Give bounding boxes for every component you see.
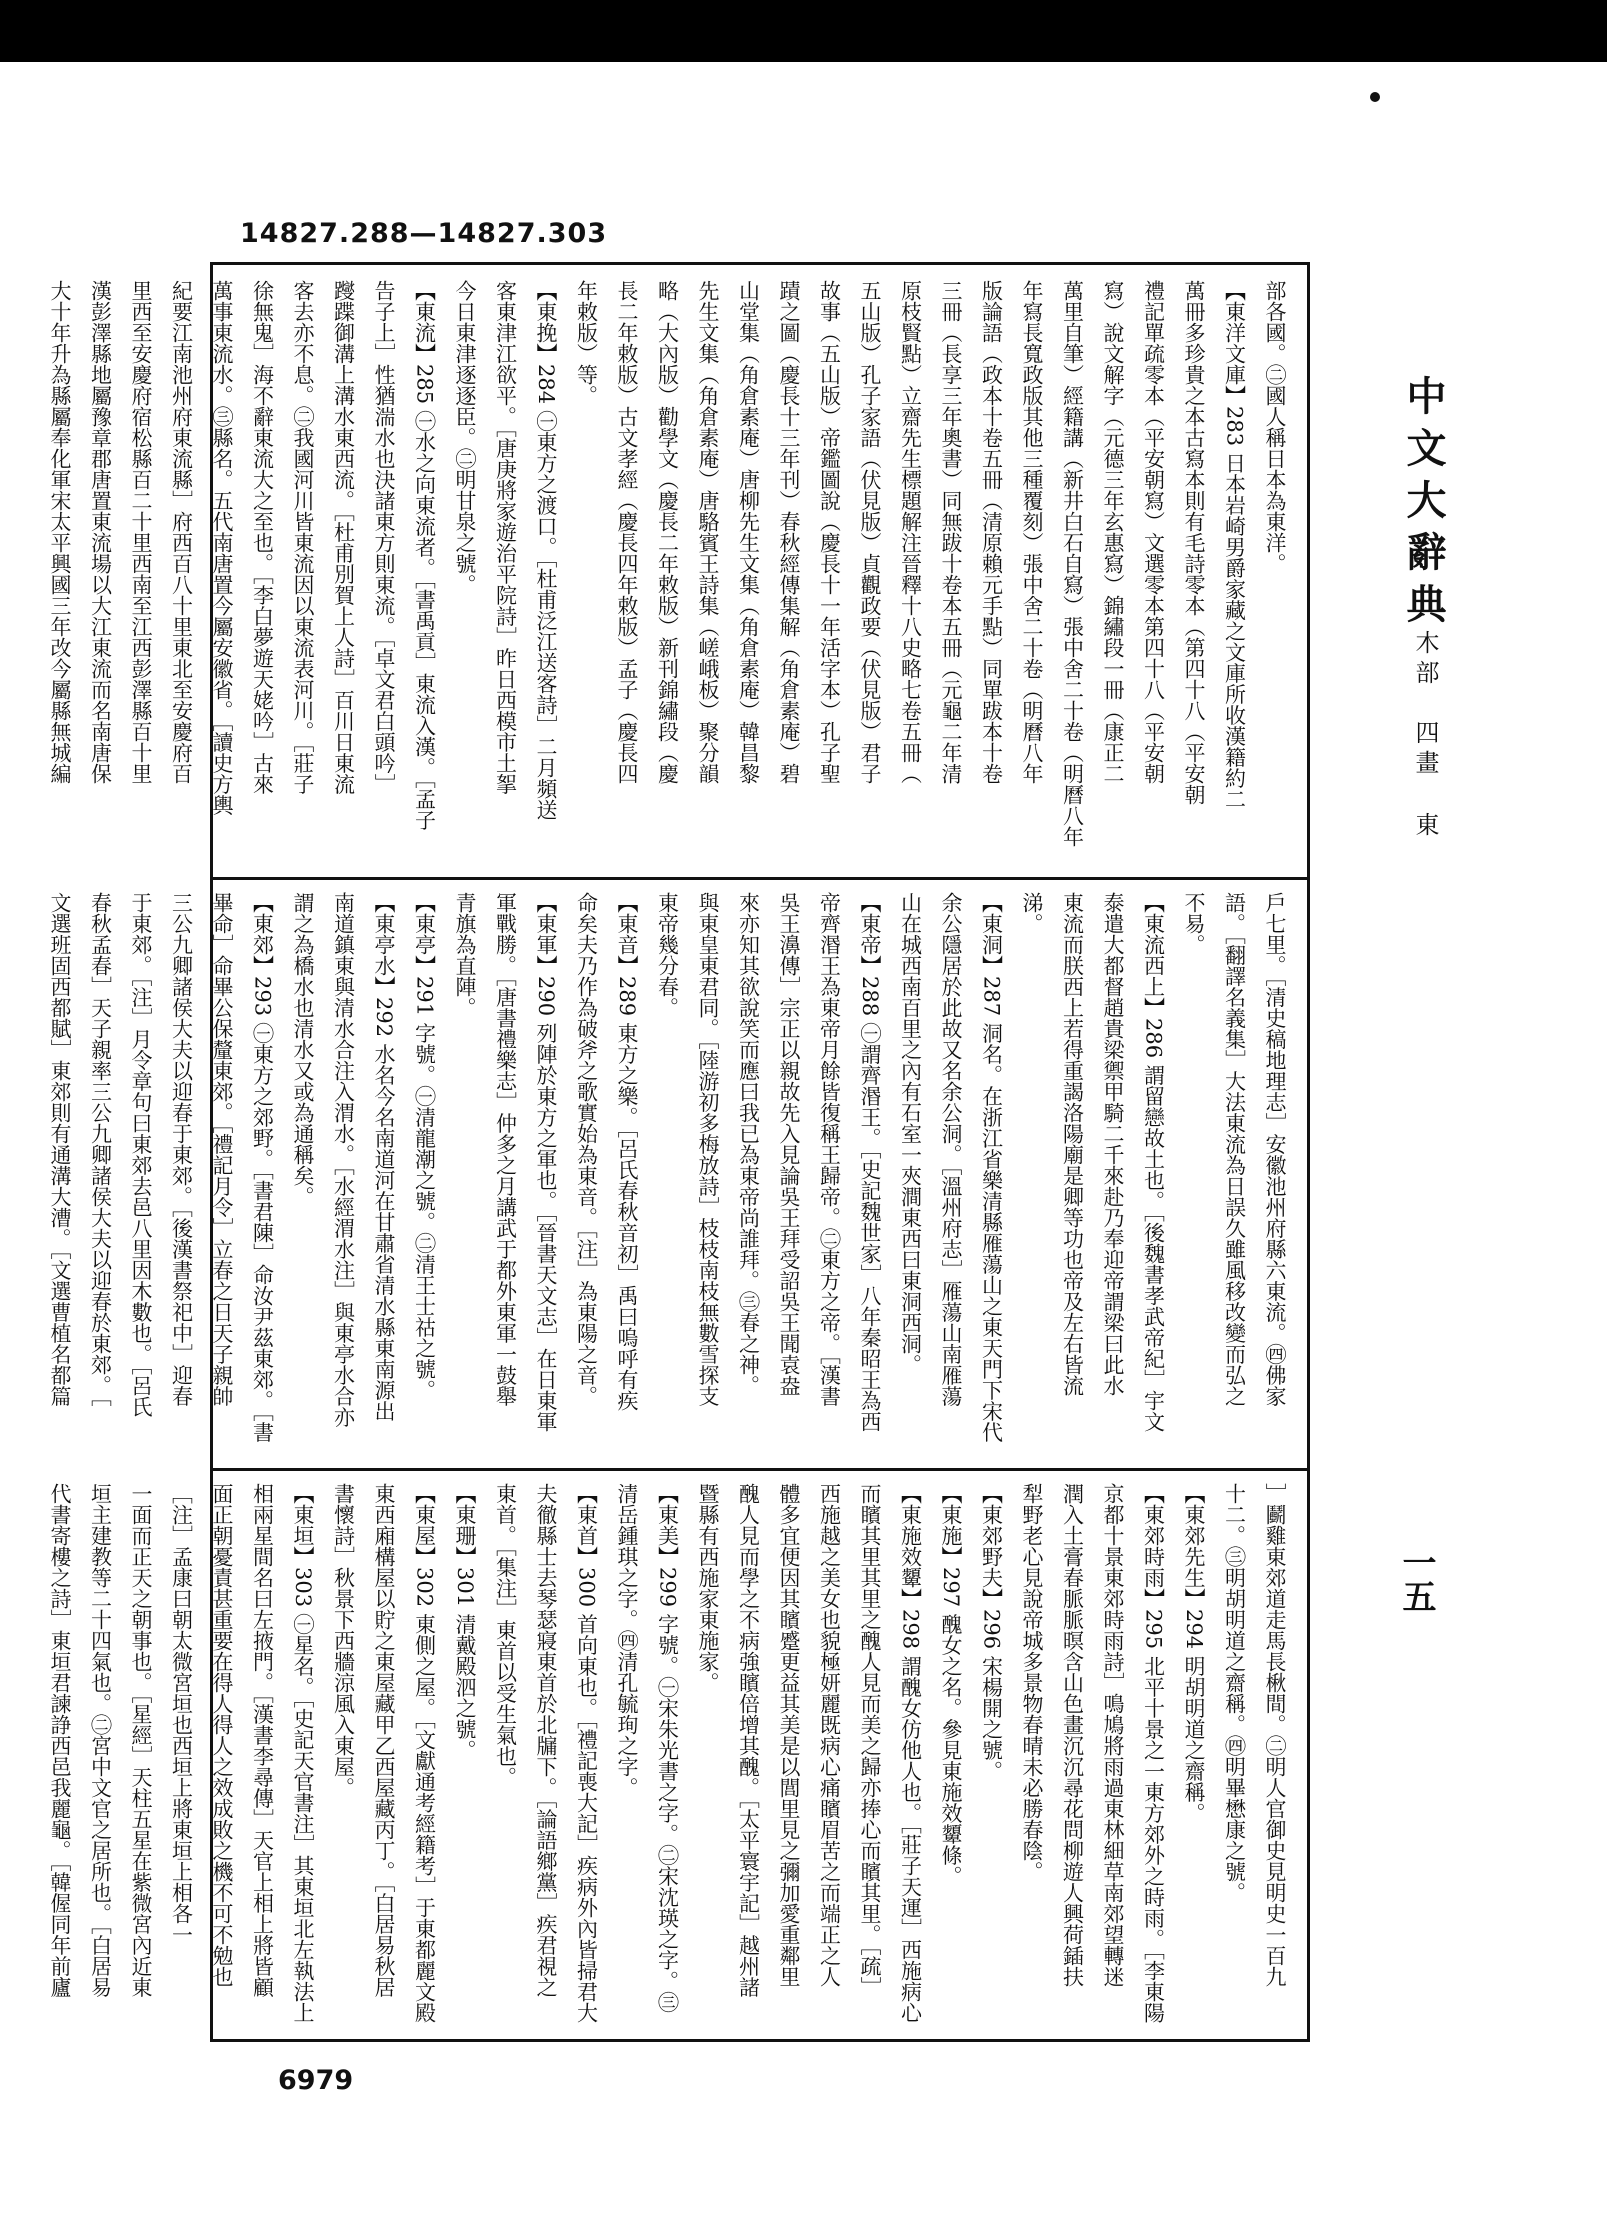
ink-dot: [1370, 92, 1380, 102]
text-line: 【東郊】293 ㊀東方之郊野。［書君陳］命汝尹茲東郊。［書: [250, 892, 275, 1443]
text-line: 與東皇東君同。［陸游初多梅放詩］枝枝南枝無數雪探支: [696, 892, 720, 1407]
text-line: 客東津江欲平。［唐庚將家遊治平院詩］昨日西模市土挐: [493, 280, 518, 795]
text-line: 于東郊。［注］月令章句曰東郊去邑八里因木數也。［呂氏: [129, 892, 153, 1417]
text-line: 部各國。㊁國人稱日本為東洋。: [1263, 280, 1287, 574]
text-line: 語。［翻譯名義集］大法東流為日誤久雖風移改變而弘之: [1222, 892, 1247, 1407]
text-line: 年寫長寬政版其他三種覆刻）張中舍二十卷（明曆八年: [1020, 280, 1044, 784]
text-line: 【東屋】302 東側之屋。［文獻通考經籍考］于東都麗文殿: [412, 1483, 437, 2024]
text-line: 告子上］性猶湍水也決諸東方則東流。［卓文君白頭吟］: [372, 280, 396, 795]
text-line: 不易。: [1182, 892, 1206, 955]
section-bottom: [48, 1483, 1295, 2028]
text-line: 【東首】300 首向東也。［禮記喪大記］疾病外內皆掃君大: [574, 1483, 599, 2024]
entry-range-header: 14827.288—14827.303: [240, 218, 608, 249]
text-line: 【東音】289 東方之樂。［呂氏春秋音初］禹曰嗚呼有疾: [615, 892, 639, 1412]
text-line: 山堂集（角倉素庵）唐柳先生文集（角倉素庵）韓昌黎: [736, 280, 761, 784]
text-line: 略（大內版）勸學文（慶長二年敕版）新刊錦繡段（慶: [655, 280, 680, 784]
text-line: 潤入土膏春脈脈暝含山色畫沉沉尋花問柳遊人興荷鍤扶: [1060, 1483, 1085, 1987]
page-number: 6979: [278, 2065, 354, 2096]
section-divider-2: [210, 1468, 1310, 1471]
text-line: 軍戰勝。［唐書禮樂志］仲多之月講武于都外東軍一鼓舉: [493, 892, 518, 1407]
text-line: ［注］孟康曰朝太微宮垣也西垣上將東垣上相各一: [169, 1483, 194, 1945]
text-line: 【東帝】288 ㊀謂齊湣王。［史記魏世家］八年秦昭王為西: [858, 892, 882, 1433]
text-line: 里西至安慶府宿松縣百二十里西南至江西彭澤縣百十里: [129, 280, 153, 784]
text-line: 南道鎮東與清水合注入渭水。［水經渭水注］與東亭水合亦: [331, 892, 356, 1428]
text-line: 三公九卿諸侯大夫以迎春于東郊。［後漢書祭祀中］迎春: [169, 892, 194, 1407]
text-line: 十二。㊂明胡明道之齋稱。㊃明畢懋康之號。: [1222, 1483, 1247, 1903]
text-line: 代書寄樓之詩］東垣君諫諍西邑我麗龜。［韓偓同年前廬: [48, 1483, 72, 1998]
text-line: 東流而朕西上若得重謁洛陽廟是卿等功也帝及左右皆流: [1060, 892, 1085, 1396]
text-line: 泰遣大都督趙貴梁禦甲騎二千來赴乃奉迎帝謂梁曰此水: [1101, 892, 1125, 1396]
text-line: 躞蹀御溝上溝水東西流。［杜甫別賀上人詩］百川日東流: [331, 280, 356, 795]
text-line: 版論語（政本十卷五冊（清原賴元手點）同單跋本十卷: [979, 280, 1004, 784]
text-line: 蹟之圖（慶長十三年刊）春秋經傳集解（角倉素庵）碧: [777, 280, 801, 784]
section-bottom-columns: [48, 1483, 1295, 2028]
text-line: 【東亭水】292 水名今名南道河在甘肅省清水縣東南源出: [372, 892, 396, 1422]
text-line: 東西廂構屋以貯之東屋藏甲乙西屋藏丙丁。［白居易秋居: [372, 1483, 396, 1998]
text-line: 涕。: [1020, 892, 1044, 934]
text-line: 一面而正天之朝事也。［星經］天柱五星在紫微宮內近東: [129, 1483, 153, 1998]
text-line: 東首。［集注］東首以受生氣也。: [493, 1483, 518, 1788]
text-line: 文選班固西都賦］東郊則有通溝大漕。［文選曹植名都篇: [48, 892, 72, 1407]
text-line: 萬里自筆）經籍講（新井白石自寫）張中舍二十卷（明曆八年: [1060, 280, 1085, 847]
text-line: 【東挽】284 ㊀東方之渡口。［杜甫泛江送客詩］二月頻送: [534, 280, 558, 821]
text-line: 【東軍】290 列陣於東方之軍也。［晉書天文志］在日東軍: [534, 892, 558, 1433]
text-line: 體多宜便因其矉蹙更益其美是以閭里見之彌加愛重鄰里: [777, 1483, 801, 1987]
text-line: 【東流西上】286 謂留戀故土也。［後魏書孝武帝紀］宇文: [1141, 892, 1166, 1433]
text-line: 禮記單疏零本（平安朝寫）文選零本第四十八（平安朝: [1141, 280, 1166, 784]
text-line: 萬事東流水。㊂縣名。五代南唐置今屬安徽省。［讀史方輿: [210, 280, 234, 816]
text-line: 謂之為橋水也清水又或為通稱矣。: [291, 892, 315, 1207]
section-divider-1: [210, 877, 1310, 880]
text-line: 清岳鍾琪之字。㊃清孔毓珣之字。: [615, 1483, 639, 1798]
text-line: 帝齊湣王為東帝月餘皆復稱王歸帝。㊁東方之帝。［漢書: [817, 892, 842, 1407]
text-line: 【東洞】287 洞名。在浙江省樂清縣雁蕩山之東天門下宋代: [979, 892, 1004, 1443]
text-line: 大十年升為縣屬奉化軍宋太平興國三年改今屬縣無城編: [48, 280, 72, 784]
text-line: 相兩星間名曰左掖門。［漢書李尋傳］天官上相上將皆顧: [250, 1483, 275, 1998]
text-line: 畢命］命畢公保釐東郊。［禮記月令］立春之日天子親帥: [210, 892, 234, 1407]
text-line: 余公隱居於此故又名余公洞。［溫州府志］雁蕩山南雁蕩: [939, 892, 963, 1407]
text-line: 面正朝憂責甚重要在得人得人之效成敗之機不可不勉也: [210, 1483, 234, 1987]
text-line: 山在城西南百里之內有石室一夾澗東西曰東洞西洞。: [898, 892, 923, 1375]
text-line: 客去亦不息。㊁我國河川皆東流因以東流表河川。［莊子: [291, 280, 315, 795]
text-line: 五山版）孔子家語（伏見版）貞觀政要（伏見版）君子: [858, 280, 882, 784]
text-line: 徐無鬼］海不辭東流大之至也。［李白夢遊天姥吟］古來: [250, 280, 275, 795]
text-line: 【東美】299 字號。㊀宋朱光書之字。㊁宋沈瑛之字。㊂: [655, 1483, 680, 2013]
text-line: 寫）說文解字（元德三年玄惠寫）錦繡段一冊（康正二: [1101, 280, 1125, 784]
text-line: 吳王濞傳］宗正以親故先入見論吳王拜受詔吳王聞袁盎: [777, 892, 801, 1396]
head-character: 東: [1411, 812, 1439, 836]
text-line: 而矉其里其里之醜人見而美之歸亦捧心而矉其里。［疏］: [858, 1483, 882, 1998]
text-line: 東帝幾分春。: [655, 892, 680, 1018]
text-line: 暨縣有西施家東施家。: [696, 1483, 720, 1693]
text-line: 故事（五山版）帝鑑圖說（慶長十一年活字本）孔子聖: [817, 280, 842, 784]
text-line: 先生文集（角倉素庵）唐駱賓王詩集（嵯峨板）聚分韻: [696, 280, 720, 784]
section-middle-columns: [48, 892, 1295, 1460]
text-line: 【東亭】291 字號。㊀清龍潮之號。㊁清王士祜之號。: [412, 892, 437, 1401]
text-line: 【東施效顰】298 謂醜女仿他人也。［莊子天運］西施病心: [898, 1483, 923, 2024]
text-line: 京都十景東郊時雨詩］鳴鳩將雨過東林細草南郊望轉迷: [1101, 1483, 1125, 1987]
text-line: 青旗為直陣。: [453, 892, 477, 1018]
text-line: 來亦知其欲說笑而應曰我已為東帝尚誰拜。㊂春之神。: [736, 892, 761, 1396]
text-line: 【東垣】303 ㊀星名。［史記天官書注］其東垣北左執法上: [291, 1483, 315, 2024]
section-middle: [48, 892, 1295, 1460]
section-page-number: 一五: [1396, 1545, 1436, 1613]
text-line: 漢彭澤縣地屬豫章郡唐置東流場以大江東流而名南唐保: [88, 280, 113, 784]
text-line: 原枝賢點）立齋先生標題解注晉釋十八史略七卷五冊（: [898, 280, 923, 784]
text-line: 紀要江南池州府東流縣］府西百八十里東北至安慶府百: [169, 280, 194, 784]
text-line: 長二年敕版）古文孝經（慶長四年敕版）孟子（慶長四: [615, 280, 639, 784]
radical-label: 木部: [1411, 630, 1439, 690]
text-line: 年敕版）等。: [574, 280, 599, 406]
text-line: 夫徹縣士去琴瑟寢東首於北牖下。［論語鄉黨］疾君視之: [534, 1483, 558, 1998]
scan-top-edge: [0, 0, 1607, 62]
text-line: 【東郊先生】294 明胡明道之齋稱。: [1182, 1483, 1206, 1824]
text-line: 萬冊多珍貴之本古寫本則有毛詩零本（第四十八（平安朝: [1182, 280, 1206, 805]
section-top-columns: [48, 280, 1295, 870]
text-line: 書懷詩］秋景下西牆涼風入東屋。: [331, 1483, 356, 1798]
text-line: 三冊（長享三年奧書）同無跋十卷本五冊（元龜二年清: [939, 280, 963, 784]
text-line: 犁野老心見說帝城多景物春晴未必勝春陰。: [1020, 1483, 1044, 1882]
stroke-count-label: 四畫: [1411, 720, 1439, 780]
text-line: 【東郊野夫】296 宋楊開之號。: [979, 1483, 1004, 1782]
text-line: 今日東津逐逐臣。㊁明甘泉之號。: [453, 280, 477, 595]
text-line: 【東洋文庫】283 日本岩崎男爵家藏之文庫所收漢籍約二: [1222, 280, 1247, 810]
text-line: 春秋孟春］天子親率三公九卿諸侯大夫以迎春於東郊。［: [88, 892, 113, 1407]
text-line: 戶七里。［清史稿地理志］安徽池州府縣六東流。㊃佛家: [1263, 892, 1287, 1407]
text-line: ］鬬雞東郊道走馬長楸間。㊁明人官御史見明史一百九: [1263, 1483, 1287, 1987]
text-line: 西施越之美女也貌極妍麗既病心痛矉眉苦之而端正之人: [817, 1483, 842, 1987]
text-line: 醜人見而學之不病強矉倍增其醜。［太平寰宇記］越州諸: [736, 1483, 761, 1998]
text-line: 【東流】285 ㊀水之向東流者。［書禹貢］東流入漢。［孟子: [412, 280, 437, 831]
text-line: 垣主建教等二十四氣也。㊁宮中文官之居所也。［白居易: [88, 1483, 113, 1998]
text-line: 【東珊】301 清戴殿泗之號。: [453, 1483, 477, 1761]
section-top: [48, 280, 1295, 870]
dictionary-title: 中文大辭典: [1400, 375, 1447, 635]
text-line: 命矣夫乃作為破斧之歌實始為東音。［注］為東陽之音。: [574, 892, 599, 1407]
text-line: 【東施】297 醜女之名。參見東施效顰條。: [939, 1483, 963, 1887]
text-line: 【東郊時雨】295 北平十景之一東方郊外之時雨。［李東陽: [1141, 1483, 1166, 2024]
